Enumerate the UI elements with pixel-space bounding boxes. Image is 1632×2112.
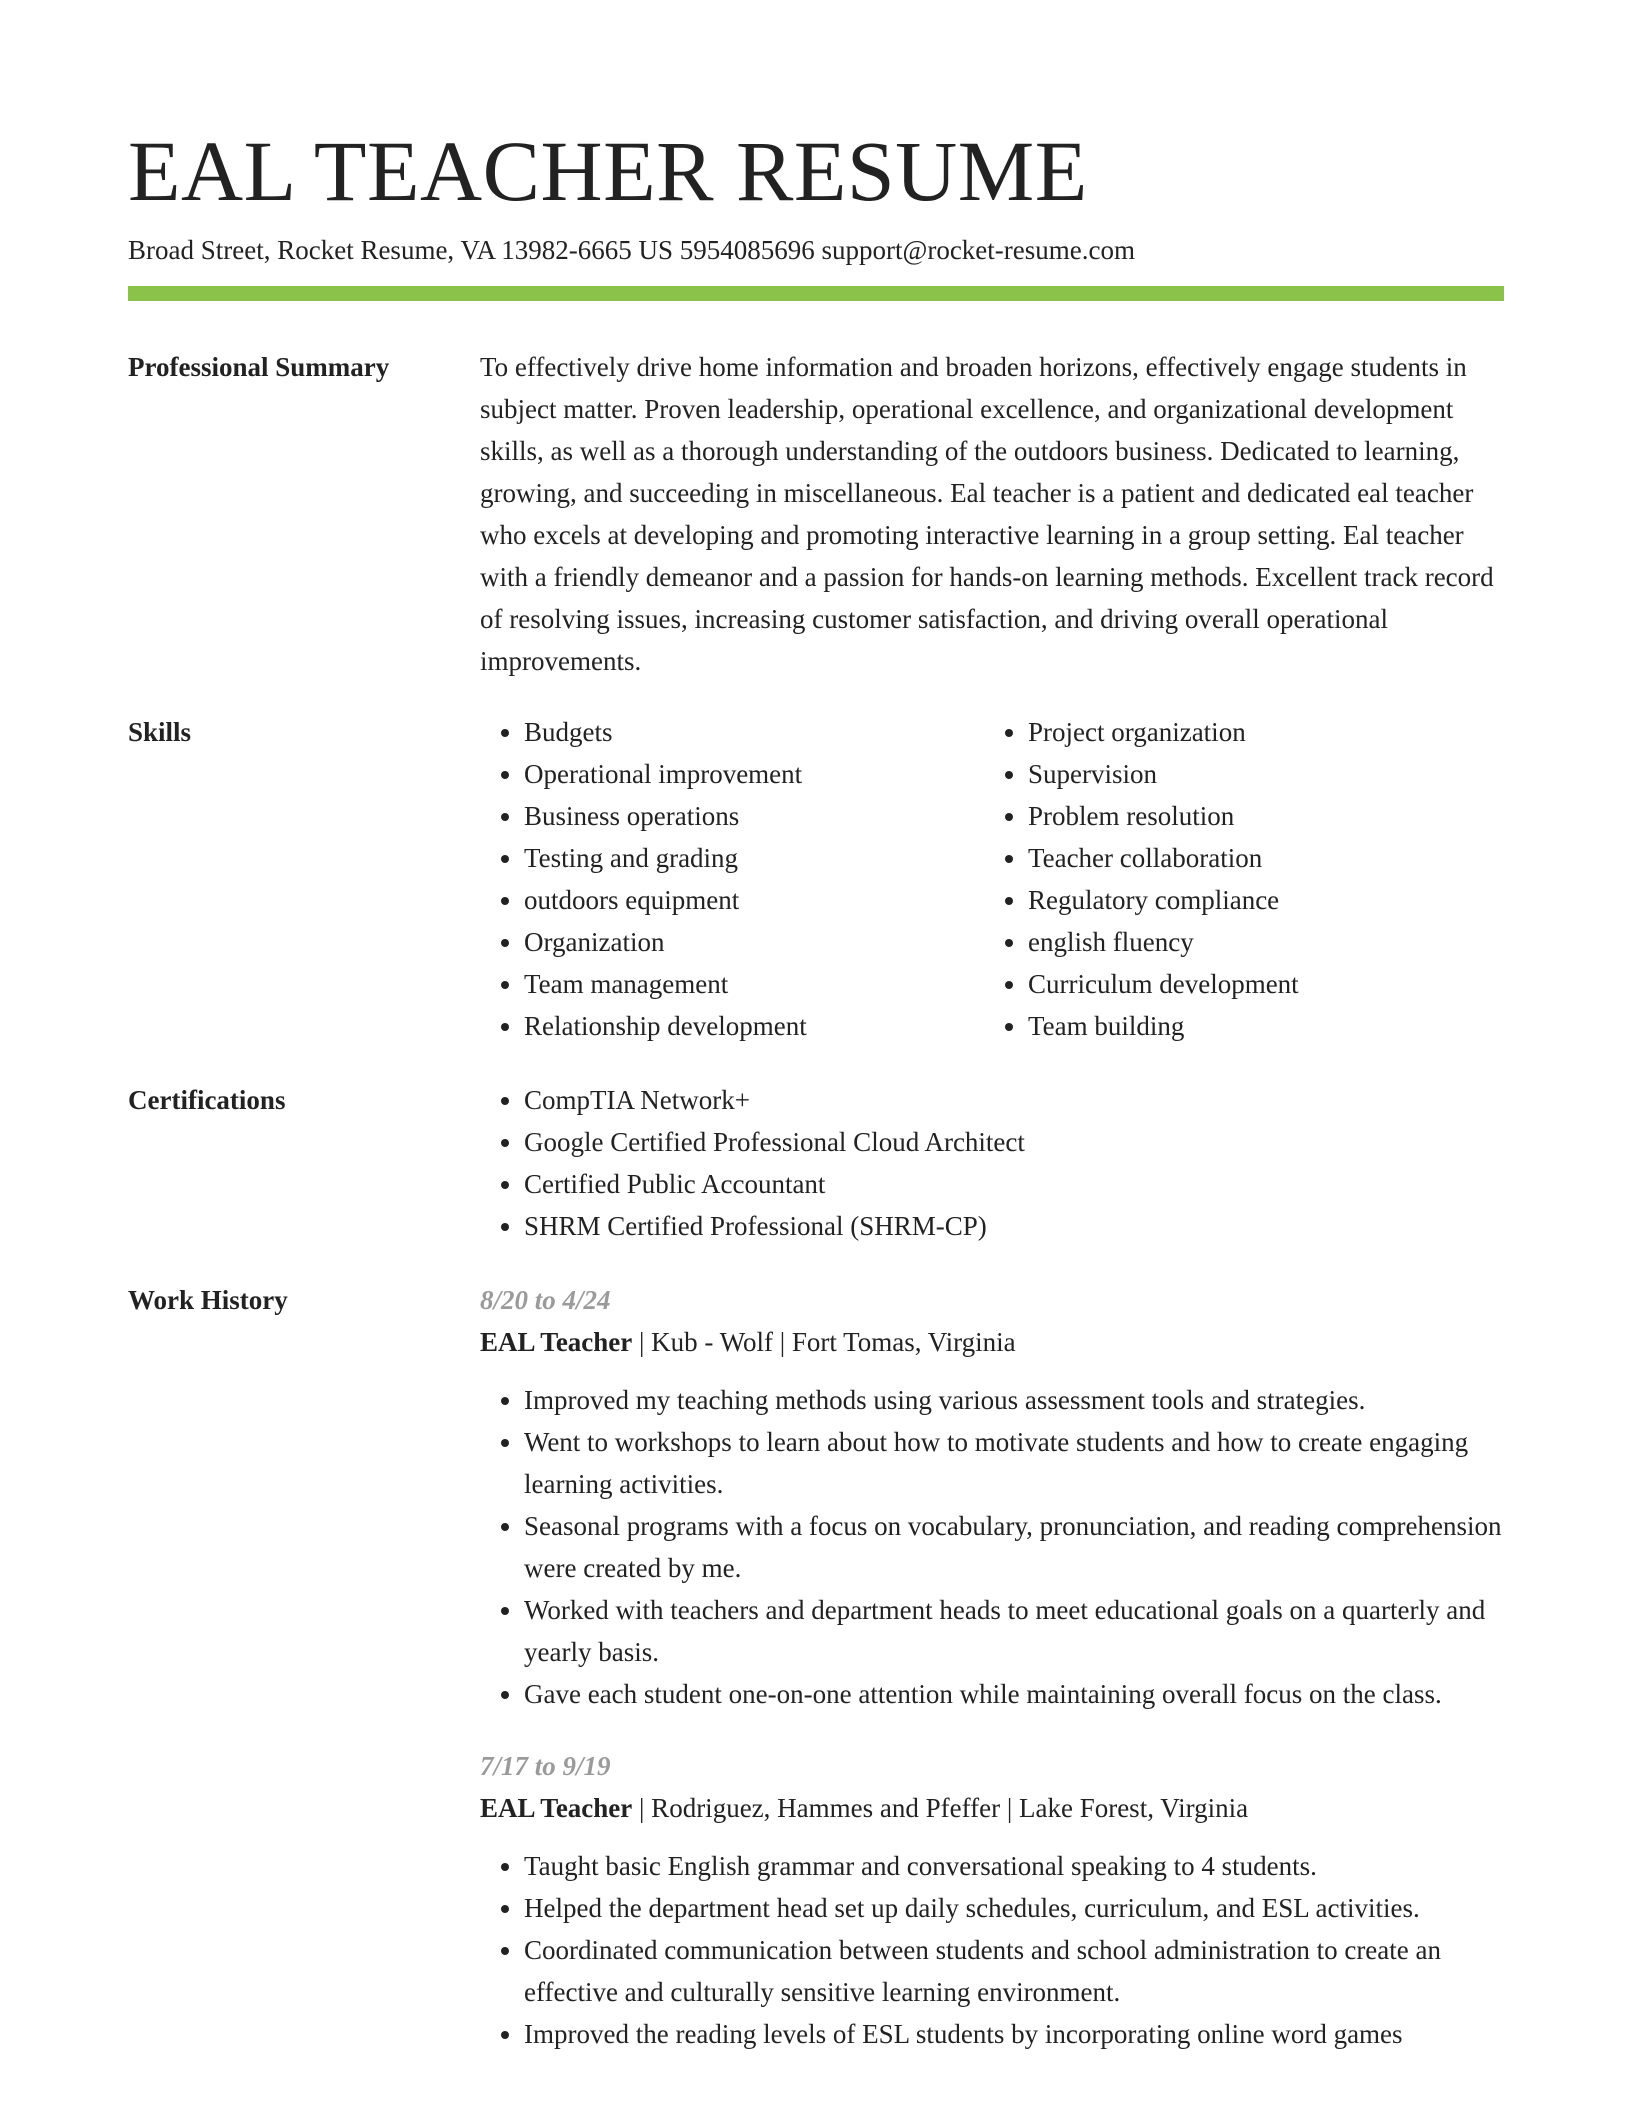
skill-item: • Supervision	[1028, 753, 1488, 795]
skill-item: • Testing and grading	[524, 837, 984, 879]
summary-heading: Professional Summary	[128, 352, 390, 382]
skill-item: • english fluency	[1028, 921, 1488, 963]
certification-item: • CompTIA Network+	[524, 1079, 1504, 1121]
skills-heading: Skills	[128, 717, 192, 747]
job-employer-location: | Kub - Wolf | Fort Tomas, Virginia	[632, 1327, 1016, 1357]
skills-column-left	[480, 711, 984, 1047]
job-bullet: • Coordinated communication between students and school administration to create an effective and culturally sensitive learning environment.	[524, 1929, 1504, 2013]
skill-item: • Budgets	[524, 711, 984, 753]
job-bullet: • Taught basic English grammar and conversational speaking to 4 students.	[524, 1845, 1504, 1887]
job-employer-location: | Rodriguez, Hammes and Pfeffer | Lake Forest, Virginia	[632, 1793, 1249, 1823]
job-bullets	[480, 1845, 1504, 2055]
job-bullets	[480, 1379, 1504, 1715]
certifications-body	[480, 1079, 1504, 1247]
skill-item: • outdoors equipment	[524, 879, 984, 921]
certification-item: • Google Certified Professional Cloud Architect	[524, 1121, 1504, 1163]
skill-item: • Regulatory compliance	[1028, 879, 1488, 921]
skill-item: • Problem resolution	[1028, 795, 1488, 837]
skill-item: • Relationship development	[524, 1005, 984, 1047]
summary-body	[480, 346, 1504, 682]
job-bullet: • Improved the reading levels of ESL students by incorporating online word games	[524, 2013, 1504, 2055]
job-bullet: • Gave each student one-on-one attention while maintaining overall focus on the class.	[524, 1673, 1504, 1715]
skill-item: • Curriculum development	[1028, 963, 1488, 1005]
skills-grid	[480, 711, 1504, 1047]
job-entry	[480, 1279, 1504, 1715]
job-bullet: • Improved my teaching methods using various assessment tools and strategies.	[524, 1379, 1504, 1421]
skill-item: • Business operations	[524, 795, 984, 837]
skill-item: • Operational improvement	[524, 753, 984, 795]
certification-item: • Certified Public Accountant	[524, 1163, 1504, 1205]
skill-item: • Teacher collaboration	[1028, 837, 1488, 879]
skill-item: • Project organization	[1028, 711, 1488, 753]
skill-item: • Organization	[524, 921, 984, 963]
job-heading	[480, 1321, 1504, 1363]
job-title: EAL Teacher	[480, 1327, 633, 1357]
skills-column-right	[984, 711, 1488, 1047]
job-heading	[480, 1787, 1504, 1829]
contact-line: Broad Street, Rocket Resume, VA 13982-6665 US 5954085696 support@rocket-resume.com	[128, 235, 1135, 265]
job-dates: 7/17 to 9/19	[480, 1751, 611, 1781]
accent-divider	[128, 286, 1504, 301]
certifications-list	[480, 1079, 1504, 1247]
work-history-section	[128, 1279, 1504, 2099]
job-bullet: • Seasonal programs with a focus on vocabulary, pronunciation, and reading comprehension were created by me.	[524, 1505, 1504, 1589]
summary-text: To effectively drive home information and broaden horizons, effectively engage students in subject matter. Proven leadership, operational excellence, and organizational development skills, as well as a thorough understanding of the outdoors business. Dedicated to learning, growing, and succeeding in miscellaneous. Eal teacher is a patient and dedicated eal teacher who excels at developing and promoting interactive learning in a group setting. Eal teacher with a friendly demeanor and a passion for hands-on learning methods. Excellent track record of resolving issues, increasing customer satisfaction, and driving overall operational improvements.	[480, 352, 1494, 676]
work-history-heading: Work History	[128, 1285, 288, 1315]
job-entry	[480, 1745, 1504, 2055]
skills-list-right	[984, 711, 1488, 1047]
job-bullet: • Helped the department head set up daily schedules, curriculum, and ESL activities.	[524, 1887, 1504, 1929]
certification-item: • SHRM Certified Professional (SHRM-CP)	[524, 1205, 1504, 1247]
certifications-section	[128, 1079, 1504, 1249]
work-history-body	[480, 1279, 1504, 2055]
job-title: EAL Teacher	[480, 1793, 633, 1823]
resume-title: EAL TEACHER RESUME	[128, 123, 1088, 219]
skill-item: • Team building	[1028, 1005, 1488, 1047]
skills-list-left	[480, 711, 984, 1047]
job-bullet: • Worked with teachers and department heads to meet educational goals on a quarterly and yearly basis.	[524, 1589, 1504, 1673]
job-dates: 8/20 to 4/24	[480, 1285, 611, 1315]
skills-section	[128, 711, 1504, 1051]
certifications-heading: Certifications	[128, 1085, 286, 1115]
job-bullet: • Went to workshops to learn about how to motivate students and how to create engaging learning activities.	[524, 1421, 1504, 1505]
summary-section	[128, 346, 1504, 676]
skills-body	[480, 711, 1504, 1047]
skill-item: • Team management	[524, 963, 984, 1005]
